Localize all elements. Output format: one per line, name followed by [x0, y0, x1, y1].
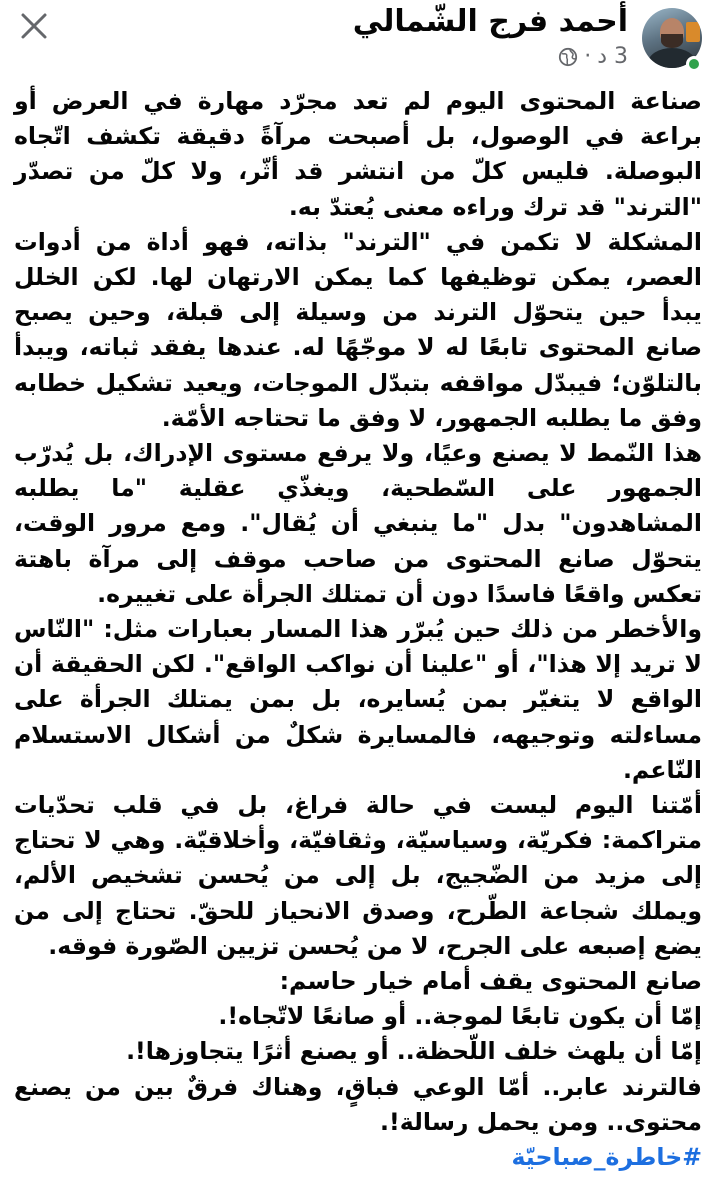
post-time[interactable]: 3 د [597, 44, 628, 69]
paragraph: إمّا أن يكون تابعًا لموجة.. أو صانعًا لاتّجاه!. [218, 1002, 702, 1031]
globe-icon[interactable] [558, 47, 578, 67]
paragraph: هذا النّمط لا يصنع وعيًا، ولا يرفع مستوى الإدراك، بل يُدرّب الجمهور على السّطحية، ويغذّي عقلية "ما يطلبه المشاهدون" بدل "ما ينبغي أن يُقال". ومع مرور الوقت، يتحوّل صانع المحتوى من صاحب موقف إلى مرآة باهتة تعكس واقعًا فاسدًا دون أن تمتلك الجرأة على تغييره. [14, 439, 702, 608]
close-icon[interactable] [18, 10, 50, 42]
online-status-dot [686, 56, 702, 72]
paragraph: صانع المحتوى يقف أمام خيار حاسم: [279, 967, 702, 996]
post-header [0, 0, 716, 82]
paragraph: فالترند عابر.. أمّا الوعي فباقٍ، وهناك فرقٌ بين من يصنع محتوى.. ومن يحمل رسالة!. [14, 1072, 702, 1136]
paragraph: إمّا أن يلهث خلف اللّحظة.. أو يصنع أثرًا يتجاوزها!. [126, 1037, 702, 1066]
author-name[interactable]: أحمد فرج الشّمالي [352, 4, 628, 39]
paragraph: المشكلة لا تكمن في "الترند" بذاته، فهو أداة من أدوات العصر، يمكن توظيفها كما يمكن الارتهان لها. لكن الخلل يبدأ حين يتحوّل الترند من وسيلة إلى قبلة، وحين يصبح صانع المحتوى تابعًا له لا موجّهًا له. عندها يفقد ثباته، ويبدأ بالتلوّن؛ فيبدّل مواقفه بتبدّل الموجات، ويعيد تشكيل خطابه وفق ما يطلبه الجمهور، لا وفق ما تحتاجه الأمّة. [14, 227, 702, 432]
hashtag-link[interactable]: #خاطرة_صباحيّة [511, 1143, 702, 1172]
paragraph: والأخطر من ذلك حين يُبرّر هذا المسار بعبارات مثل: "النّاس لا تريد إلا هذا"، أو "علينا أن نواكب الواقع". لكن الحقيقة أن الواقع لا يتغيّر بمن يُسايره، بل بمن يمتلك الجرأة على مساءلته وتوجيهه، فالمسايرة شكلٌ من أشكال الاستسلام النّاعم. [14, 615, 702, 784]
paragraph: صناعة المحتوى اليوم لم تعد مجرّد مهارة في العرض أو براعة في الوصول، بل أصبحت مرآةً دقيقة تكشف اتّجاه البوصلة. فليس كلّ من انتشر قد أثّر، ولا كلّ من تصدّر "الترند" قد ترك وراءه معنى يُعتدّ به. [14, 87, 702, 221]
post-meta [558, 44, 628, 69]
paragraph: أمّتنا اليوم ليست في حالة فراغ، بل في قلب تحدّيات متراكمة: فكريّة، وسياسيّة، وثقافيّة، وأخلاقيّة. وهي لا تحتاج إلى مزيد من الضّجيج، بل إلى من يُحسن تشخيص الألم، ويملك شجاعة الطّرح، وصدق الانحياز للحقّ. تحتاج إلى من يضع إصبعه على الجرح، لا من يُحسن تزيين الصّورة فوقه. [14, 791, 702, 960]
meta-separator: · [584, 44, 592, 69]
post-body [14, 84, 702, 1175]
